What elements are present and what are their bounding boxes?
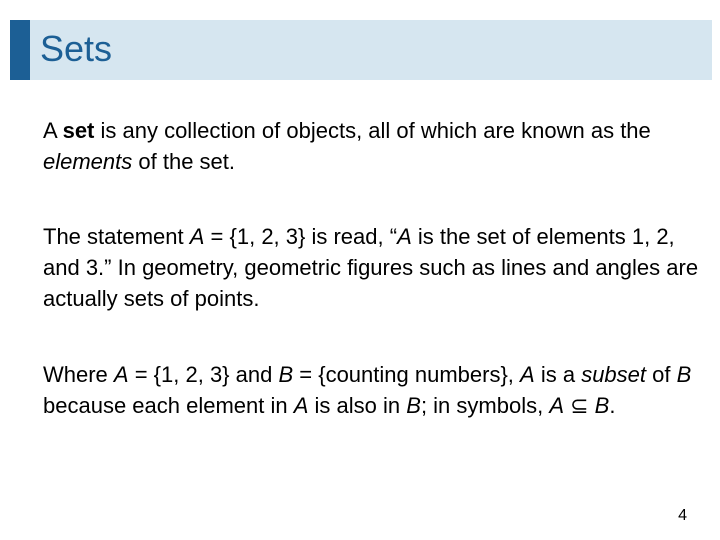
title-accent-stripe — [10, 20, 30, 80]
text: ; in symbols, — [420, 393, 550, 418]
text: = {1, 2, 3} and — [128, 362, 279, 387]
text: A — [43, 118, 63, 143]
paragraph-subset-definition — [43, 359, 703, 421]
variable-a: A — [113, 362, 129, 387]
variable-b: B — [594, 393, 610, 418]
paragraph-statement-example — [43, 221, 703, 314]
variable-b: B — [278, 362, 294, 387]
text: of — [646, 362, 677, 387]
term-subset: subset — [581, 362, 647, 387]
text: The statement — [43, 224, 190, 249]
title-bar — [10, 20, 712, 80]
text: because each element in — [43, 393, 294, 418]
text: . — [609, 393, 616, 418]
text: of the set. — [132, 149, 236, 174]
text: Where — [43, 362, 114, 387]
variable-a: A — [189, 224, 205, 249]
variable-a: A — [549, 393, 564, 418]
variable-a: A — [520, 362, 535, 387]
variable-b: B — [676, 362, 692, 387]
variable-a: A — [293, 393, 309, 418]
page-number: 4 — [678, 507, 687, 524]
text: is any collection of objects, all of which are known as the — [94, 118, 651, 143]
text: is also in — [308, 393, 407, 418]
text: = {1, 2, 3} is read, “ — [204, 224, 398, 249]
text: is the set of elements 1, 2, and 3.” In geometry, geometric figures such as lines and angles are actually sets of points. — [43, 224, 699, 311]
variable-a: A — [397, 224, 412, 249]
text: = {counting numbers}, — [293, 362, 521, 387]
subset-symbol: ⊆ — [564, 393, 595, 418]
term-set: set — [62, 118, 95, 143]
paragraph-set-definition — [43, 115, 703, 177]
variable-b: B — [406, 393, 421, 418]
term-elements: elements — [43, 149, 133, 174]
text: is a — [534, 362, 582, 387]
slide-title: Sets — [40, 28, 113, 69]
